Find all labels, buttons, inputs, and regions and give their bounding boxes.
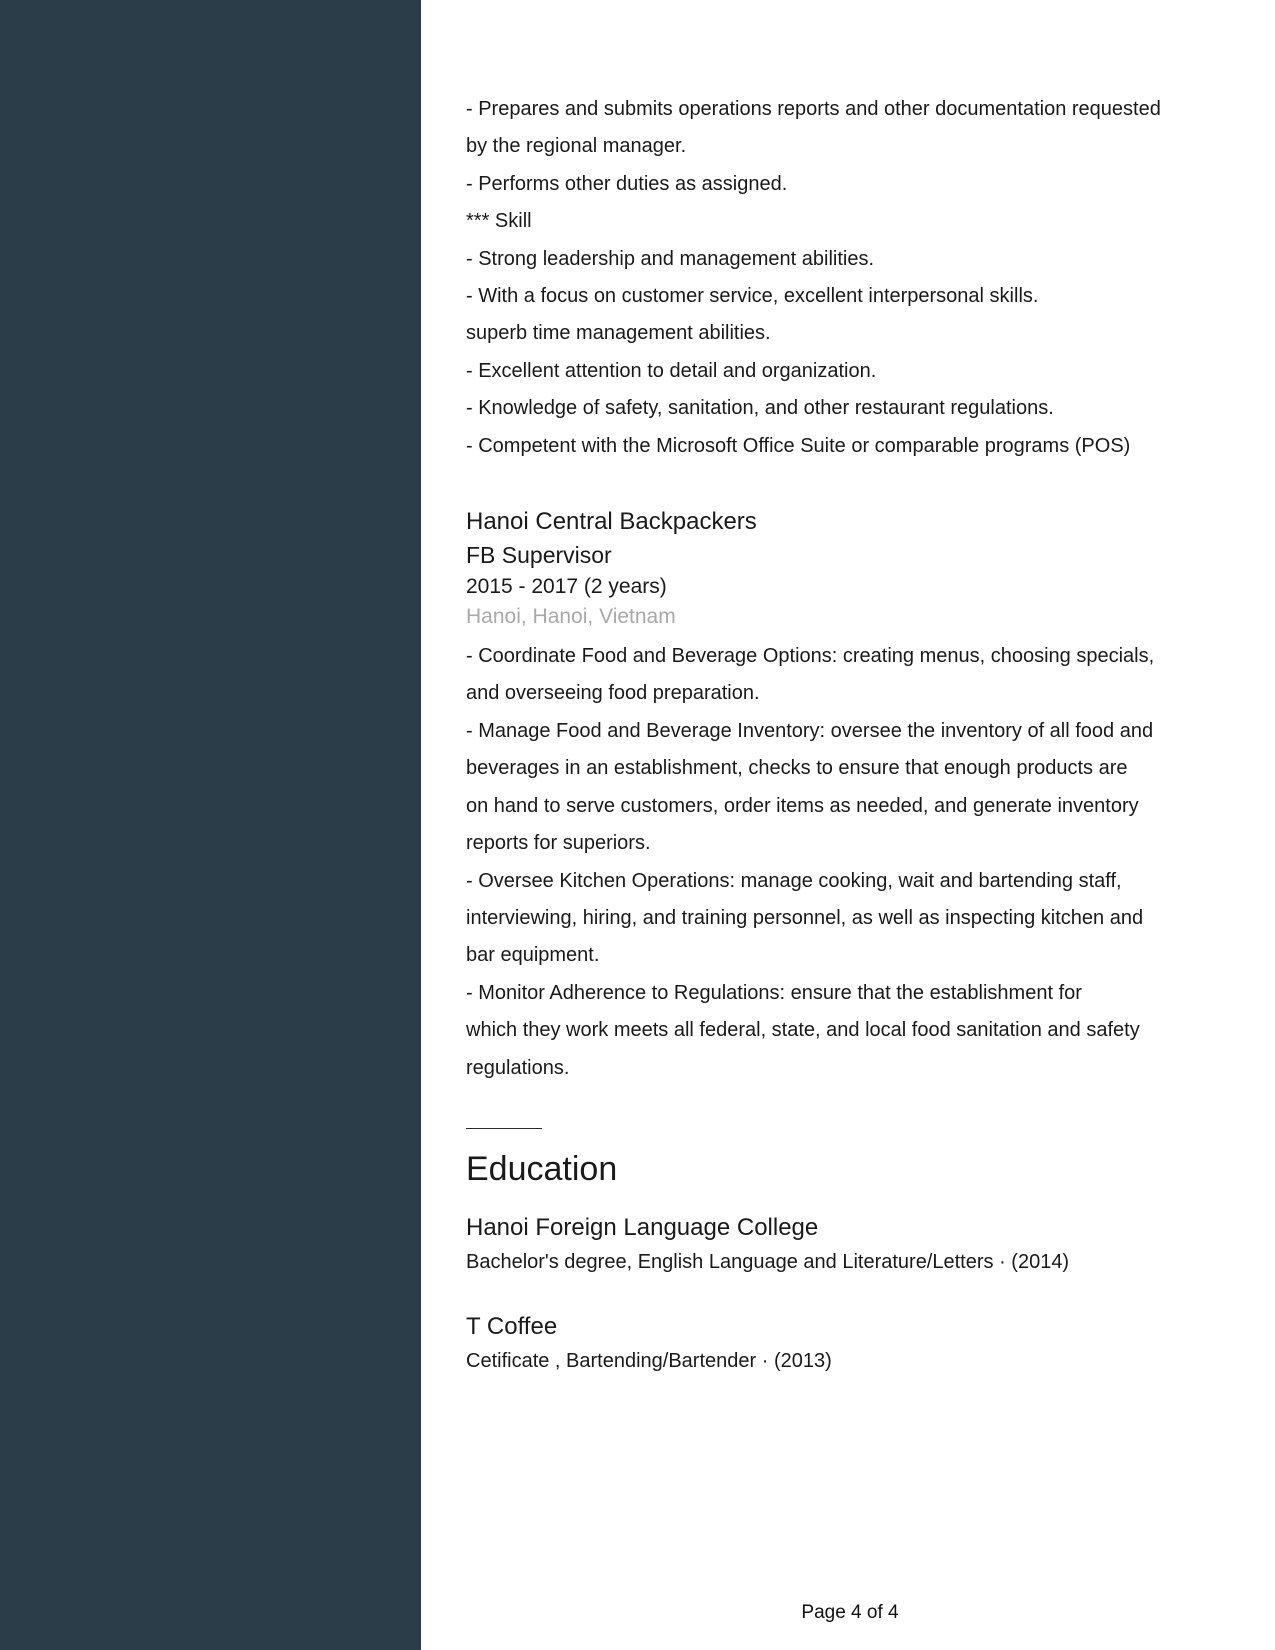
summary-line: - Strong leadership and management abilities. <box>466 247 875 270</box>
summary-line: - With a focus on customer service, excellent interpersonal skills. <box>466 285 1039 308</box>
experience-continued <box>466 91 1236 465</box>
education-entry <box>466 1211 1236 1279</box>
job-description-line: - Coordinate Food and Beverage Options: creating menus, choosing specials, <box>466 645 1155 668</box>
education-detail: Bachelor's degree, English Language and Literature/Letters · (2014) <box>466 1250 1070 1273</box>
section-divider <box>466 1128 542 1129</box>
job-location: Hanoi, Hanoi, Vietnam <box>466 605 676 629</box>
education-school: T Coffee <box>466 1312 558 1340</box>
resume-main-column <box>466 91 1236 1378</box>
summary-line: - Prepares and submits operations reports and other documentation requested <box>466 98 1161 120</box>
job-description-line: regulations. <box>466 1056 570 1079</box>
summary-line: - Performs other duties as assigned. <box>466 172 788 195</box>
education-entry <box>466 1310 1236 1378</box>
page-number: Page 4 of 4 <box>801 1602 899 1623</box>
education-heading: Education <box>466 1149 618 1188</box>
job-description-line: beverages in an establishment, checks to ensure that enough products are <box>466 757 1128 780</box>
job-description-line: and overseeing food preparation. <box>466 682 760 705</box>
job-description-line: - Oversee Kitchen Operations: manage cooking, wait and bartending staff, <box>466 869 1122 892</box>
job-description-line: on hand to serve customers, order items as needed, and generate inventory <box>466 794 1139 817</box>
job-description-line: interviewing, hiring, and training personnel, as well as inspecting kitchen and <box>466 906 1144 929</box>
job-description-line: bar equipment. <box>466 944 600 967</box>
education-detail: Cetificate , Bartending/Bartender · (2013) <box>466 1349 832 1372</box>
summary-line: - Competent with the Microsoft Office Suite or comparable programs (POS) <box>466 434 1131 457</box>
summary-line: superb time management abilities. <box>466 322 771 345</box>
sidebar-panel <box>0 0 421 1650</box>
job-description-line: - Manage Food and Beverage Inventory: oversee the inventory of all food and <box>466 719 1154 742</box>
job-description-line: reports for superiors. <box>466 832 651 855</box>
summary-line: by the regional manager. <box>466 135 687 158</box>
summary-line: - Excellent attention to detail and organization. <box>466 359 877 382</box>
summary-line: *** Skill <box>466 210 532 233</box>
education-school: Hanoi Foreign Language College <box>466 1213 819 1241</box>
job-title: FB Supervisor <box>466 542 612 569</box>
summary-line: - Knowledge of safety, sanitation, and other restaurant regulations. <box>466 397 1054 420</box>
job-description-line: which they work meets all federal, state, and local food sanitation and safety <box>466 1019 1140 1042</box>
job-entry <box>466 505 1236 1087</box>
job-dates: 2015 - 2017 (2 years) <box>466 575 667 599</box>
job-description <box>466 638 1236 1087</box>
job-company: Hanoi Central Backpackers <box>466 508 757 536</box>
job-description-line: - Monitor Adherence to Regulations: ensure that the establishment for <box>466 981 1082 1004</box>
